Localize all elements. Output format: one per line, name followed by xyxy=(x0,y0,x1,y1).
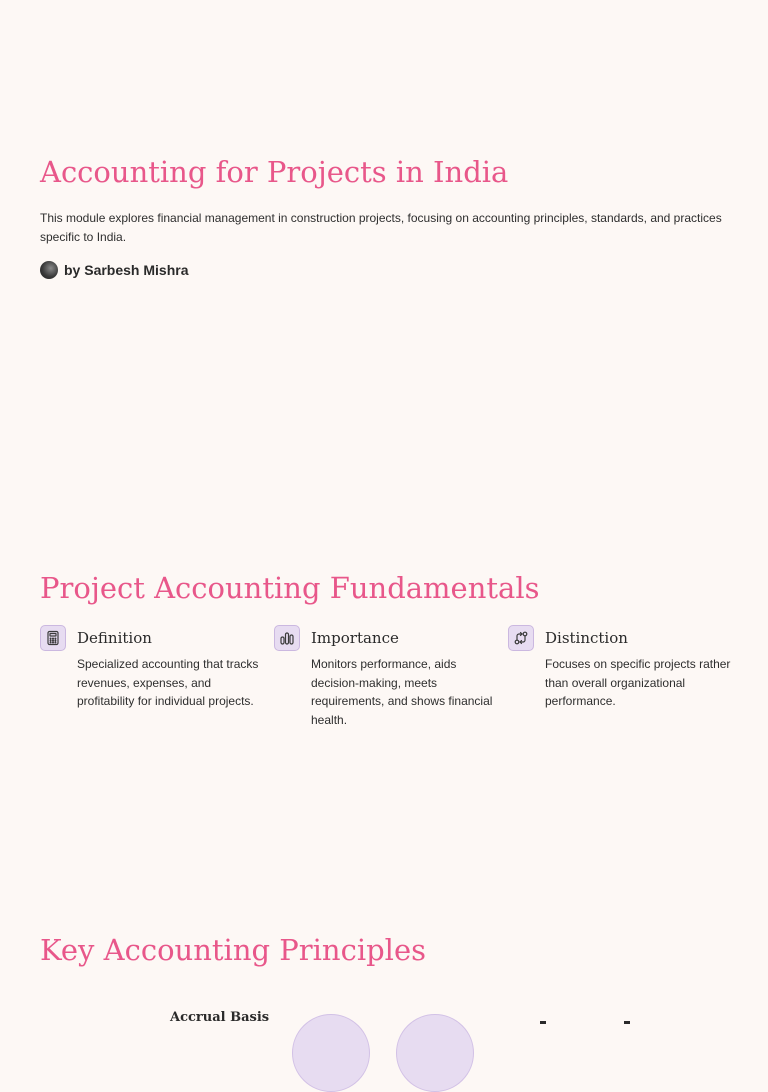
principle-accrual-label: Accrual Basis xyxy=(170,1010,270,1025)
card-description: Monitors performance, aids decision-making, meets requirements, and shows financial health. xyxy=(311,657,493,727)
principles-heading: Key Accounting Principles xyxy=(40,933,427,967)
card-description: Specialized accounting that tracks revenues, expenses, and profitability for individual projects. xyxy=(77,657,259,708)
principle-circle xyxy=(396,1014,474,1092)
author-avatar xyxy=(40,261,58,279)
page-title: Accounting for Projects in India xyxy=(40,155,509,189)
principle-circle xyxy=(292,1014,370,1092)
git-compare-icon xyxy=(508,625,534,651)
author-name: by Sarbesh Mishra xyxy=(64,262,189,278)
author-byline xyxy=(40,260,189,280)
card-title: Distinction xyxy=(545,629,628,647)
calculator-icon xyxy=(40,625,66,651)
card-title: Importance xyxy=(311,629,399,647)
card-description: Focuses on specific projects rather than overall organizational performance. xyxy=(545,657,731,708)
card-title: Definition xyxy=(77,629,152,647)
fundamentals-heading: Project Accounting Fundamentals xyxy=(40,571,540,605)
module-description: This module explores financial management in construction projects, focusing on accounting principles, standards, and practices specific to India. xyxy=(40,211,722,244)
bar-chart-icon xyxy=(274,625,300,651)
